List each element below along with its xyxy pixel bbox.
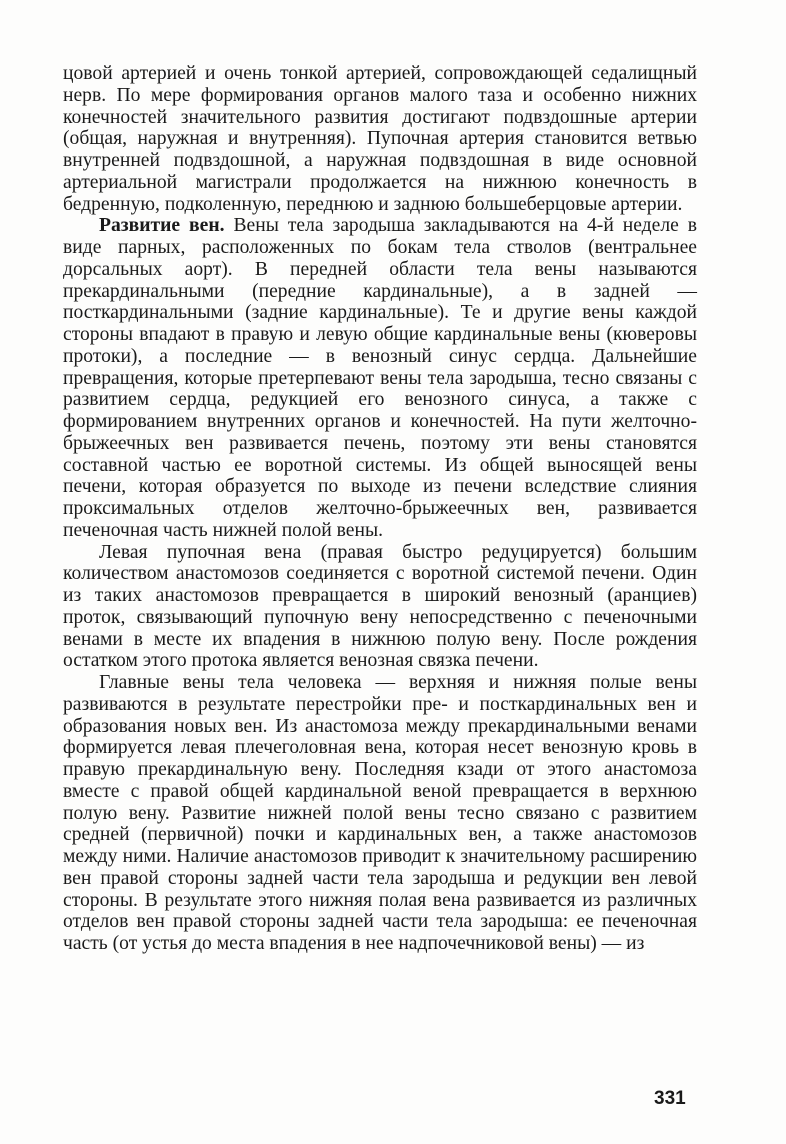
paragraph-vein-development <box>63 215 697 541</box>
paragraph-text: Левая пупочная вена (правая быстро редуцируется) большим количеством анастомозов соединяется с воротной системой печени. Один из таких анастомозов превращается в широкий венозный (аранциев) проток, связывающий пупочную вену непосредственно с печеночными венами в месте их впадения в нижнюю полую вену. После рождения остатком этого протока является венозная связка печени. <box>63 541 697 672</box>
page-number: 331 <box>654 1088 686 1109</box>
paragraph-main-veins <box>63 672 697 955</box>
section-heading: Развитие вен. <box>99 215 225 237</box>
paragraph-continuation <box>63 63 697 215</box>
body-text <box>63 63 697 955</box>
paragraph-text: Вены тела зародыша закладываются на 4-й неделе в виде парных, расположенных по бокам тела стволов (вентральнее дорсальных аорт). В передней области тела вены называются прекардинальными (передние кардинальные), а в задней — посткардинальными (задние кардинальные). Те и другие вены каждой стороны впадают в правую и левую общие кардинальные вены (кюверовы протоки), а последние — в венозный синус сердца. Дальнейшие превращения, которые претерпевают вены тела зародыша, тесно связаны с развитием сердца, редукцией его венозного синуса, а также с формированием внутренних органов и конечностей. На пути желточно-брыжеечных вен развивается печень, поэтому эти вены становятся составной частью ее воротной системы. Из общей выносящей вены печени, которая образуется по выходе из печени вследствие слияния проксимальных отделов желточно-брыжеечных вен, развивается печеночная часть нижней полой вены. <box>63 215 697 541</box>
paragraph-text: цовой артерией и очень тонкой артерией, сопровождающей седалищный нерв. По мере формирования органов малого таза и особенно нижних конечностей значительного развития достигают подвздошные артерии (общая, наружная и внутренняя). Пупочная артерия становится ветвью внутренней подвздошной, а наружная подвздошная в виде основной артериальной магистрали продолжается на нижнюю конечность в бедренную, подколенную, переднюю и заднюю большеберцовые артерии. <box>63 63 697 215</box>
paragraph-text: Главные вены тела человека — верхняя и нижняя полые вены развиваются в результате перестройки пре- и посткардинальных вен и образования новых вен. Из анастомоза между прекардинальными венами формируется левая плечеголовная вена, которая несет венозную кровь в правую прекардинальную вену. Последняя кзади от этого анастомоза вместе с правой общей кардинальной веной превращается в верхнюю полую вену. Развитие нижней полой вены тесно связано с развитием средней (первичной) почки и кардинальных вен, а также анастомозов между ними. Наличие анастомозов приводит к значительному расширению вен правой стороны задней части тела зародыша и редукции вен левой стороны. В результате этого нижняя полая вена развивается из различных отделов вен правой стороны задней части тела зародыша: ее печеночная часть (от устья до места впадения в нее надпочечниковой вены) — из <box>63 672 697 954</box>
paragraph-umbilical-vein <box>63 542 697 673</box>
